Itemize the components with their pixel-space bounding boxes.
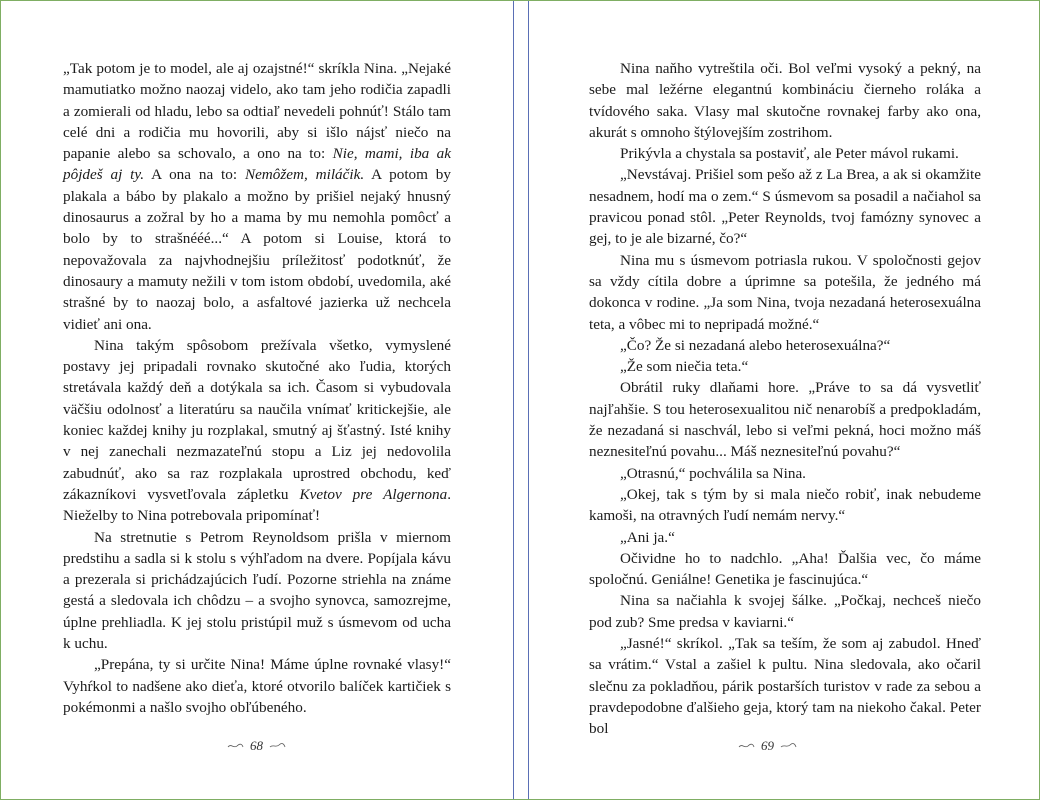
left-page-text	[63, 58, 451, 718]
right-page-text	[589, 58, 981, 740]
right-page	[529, 1, 1039, 799]
scroll-flourish-icon	[780, 743, 797, 749]
scroll-flourish-icon	[738, 743, 755, 749]
italic-text: Nie, mami, iba ak pôjdeš aj ty.	[63, 145, 451, 184]
paragraph: Očividne ho to nadchlo. „Aha! Ďalšia vec, čo máme spoločnú. Geniálne! Genetika je fascinujúca.“	[589, 549, 981, 589]
paragraph: „Okej, tak s tým by si mala niečo robiť, inak nebudeme kamoši, na otravných ľudí nemám nervy.“	[589, 485, 981, 525]
paragraph: „Prepána, ty si určite Nina! Máme úplne rovnaké vlasy!“ Vyhŕkol to nadšene ako dieťa, ktoré otvorilo balíček kartičiek s pokémonmi a našlo svojho obľúbeného.	[63, 656, 451, 716]
paragraph: „Otrasnú,“ pochválila sa Nina.	[620, 464, 806, 482]
paragraph: Prikývla a chystala sa postaviť, ale Peter mávol rukami.	[620, 145, 959, 163]
left-page-frame-line	[513, 1, 514, 799]
scroll-flourish-icon	[269, 743, 286, 749]
page-number-right	[738, 738, 797, 754]
left-page	[1, 1, 513, 799]
scroll-flourish-icon	[227, 743, 244, 749]
paragraph: „Že som niečia teta.“	[620, 358, 749, 376]
paragraph: Nina mu s úsmevom potriasla rukou. V spoločnosti gejov sa vždy cítila dobre a úprimne sa potešila, že jedného má dokonca v rodine. „Ja som Nina, tvoja nezadaná heterosexuálna teta, a vôbec mi to nepripadá možné.“	[589, 251, 981, 333]
text-run: „Tak potom je to model, ale aj ozajstné!“ skríkla Nina. „Nejaké mamutiatko možno naozaj videlo, ako tam jeho rodičia zapadli a zomierali od hladu, lebo sa odtiaľ nevedeli pohnúť! Stálo tam celé dni a rodičia mu hovorili, aby si išlo nájsť niečo na papanie alebo sa schovalo, a ono na to:	[63, 60, 451, 163]
paragraph: Na stretnutie s Petrom Reynoldsom prišla v miernom predstihu a sadla si k stolu s výhľadom na dvere. Popíjala kávu a prezerala si prichádzajúcich ľudí. Pozorne striehla na známe gestá a sledovala ich chôdzu – a svojho synovca, samozrejme, úplne prehliadla. K jej stolu pristúpil muž s úsmevom od ucha k uchu.	[63, 528, 451, 653]
paragraph: „Čo? Že si nezadaná alebo heterosexuálna?“	[620, 336, 891, 354]
text-run: Nina takým spôsobom prežívala všetko, vymyslené postavy jej pripadali rovnako skutočné ako ľudia, ktorých stretávala každý deň a dotýkala sa ich. Časom si vybudovala väčšiu odolnosť a literatúru sa naučila vnímať kritickejšie, ale koniec každej knihy ju rozplakal, smutný aj šťastný. Isté knihy v nej zanechali nezmazateľnú stopu a Liz jej nedovolila zabudnúť, ako sa raz rozplakala uprostred obchodu, keď zákazníkovi vysvetľovala zápletku	[63, 336, 451, 503]
paragraph: „Jasné!“ skríkol. „Tak sa teším, že som aj zabudol. Hneď sa vrátim.“ Vstal a zašiel k pultu. Nina sledovala, ako očaril slečnu za pokladňou, párik postarších turistov v rade za sebou a pravdepodobne ďalšieho geja, ktorý tam na niekoho čakal. Peter bol	[589, 635, 981, 738]
page-number: 69	[761, 738, 774, 753]
paragraph: „Nevstávaj. Prišiel som pešo až z La Brea, a ak si okamžite nesadnem, hodí ma o zem.“ S úsmevom sa posadil a načiahol sa pravicou ponad stôl. „Peter Reynolds, tvoj famózny synovec a gej, to je ale bizarné, čo?“	[589, 166, 981, 248]
italic-text: Kvetov pre Algernona	[299, 485, 448, 503]
paragraph	[63, 58, 451, 335]
paragraph: Obrátil ruky dlaňami hore. „Práve to sa dá vysvetliť najľahšie. S tou heterosexualitou nič nenarobíš a predpokladám, že nezadaná si naschvál, lebo si veľmi pekná, hoci možno máš neznesiteľnú povahu... Máš neznesiteľnú povahu?“	[589, 379, 981, 461]
text-run: . Nieželby to Nina potrebovala pripomínať!	[63, 485, 451, 525]
paragraph: Nina naňho vytreštila oči. Bol veľmi vysoký a pekný, na sebe mal ležérne elegantnú kombináciu čierneho roláka a tvídového saka. Vlasy mal skutočne rovnakej farby ako ona, akurát s omnoho štýlovejším zostrihom.	[589, 60, 981, 141]
text-run: A ona na to:	[144, 166, 245, 184]
paragraph: „Ani ja.“	[620, 528, 675, 546]
page-number-left	[227, 738, 286, 754]
text-run: A potom by plakala a bábo by plakalo a možno by prišiel nejaký hnusný dinosaurus a zožral by ho a mama by mu nemohla pomôcť a bolo by to strašnééé...“ A potom si Louise, ktorá to nepovažovala za najvhodnejšiu príležitosť podotknúť, že dinosaury a mamuty nežili v tom istom období, uvedomila, aké strašné by to naozaj bolo, a asfaltové jazierka už nechcela vidieť ani ona.	[63, 166, 451, 333]
italic-text: Nemôžem, miláčik.	[244, 166, 365, 184]
page-number: 68	[250, 738, 263, 753]
paragraph	[63, 335, 451, 527]
paragraph: Nina sa načiahla k svojej šálke. „Počkaj, nechceš niečo pod zub? Sme predsa v kaviarni.“	[589, 592, 981, 631]
